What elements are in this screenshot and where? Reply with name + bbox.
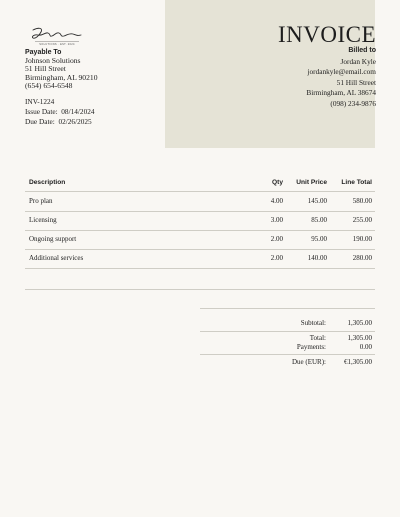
payments-value: 0.00: [359, 343, 372, 351]
payable-company: Johnson Solutions: [25, 56, 81, 66]
invoice-number: INV-1224: [25, 97, 55, 106]
header-qty: Qty: [272, 179, 283, 186]
table-row: [25, 211, 375, 230]
due-date-label: Due Date:: [25, 117, 55, 126]
billed-to-street: 51 Hill Street: [336, 77, 376, 87]
issue-date-line: [25, 107, 95, 117]
payable-phone: (654) 654-6548: [25, 80, 73, 90]
table-divider: [25, 268, 375, 269]
row-line-total: 580.00: [352, 197, 372, 205]
row-unit-price: 85.00: [311, 216, 327, 224]
billed-to-phone: (098) 234-9876: [330, 98, 376, 108]
summary-divider: [200, 331, 375, 332]
row-description: Ongoing support: [29, 235, 77, 243]
row-line-total: 280.00: [352, 254, 372, 262]
table-row: [25, 192, 375, 211]
payable-street: 51 Hill Street: [25, 64, 66, 74]
row-description: Licensing: [29, 216, 57, 224]
billed-to-block: [306, 46, 376, 110]
billed-to-email: jordankyle@email.com: [307, 67, 376, 77]
header-description: Description: [29, 179, 66, 186]
payable-city: Birmingham, AL 90210: [25, 72, 98, 82]
table-header: [25, 176, 375, 190]
row-unit-price: 145.00: [307, 197, 327, 205]
row-unit-price: 140.00: [307, 254, 327, 262]
payments-label: Payments:: [296, 343, 326, 351]
header-unit-price: Unit Price: [296, 179, 327, 186]
subtotal-value: 1,305.00: [347, 319, 372, 327]
billed-to-name: Jordan Kyle: [340, 56, 376, 66]
table-row: [25, 230, 375, 249]
row-qty: 4.00: [270, 197, 283, 205]
amount-due-label: Due (EUR):: [291, 358, 326, 366]
total-value: 1,305.00: [347, 334, 372, 342]
payments-row: [200, 342, 375, 352]
due-date-line: [25, 117, 95, 127]
row-qty: 2.00: [270, 235, 283, 243]
logo-tagline: SOLUTIONS · EST. 2024: [39, 42, 75, 46]
subtotal-row: [200, 318, 375, 328]
payable-to-block: [25, 49, 98, 90]
total-label: Total:: [309, 334, 326, 342]
invoice-title: INVOICE: [277, 22, 376, 47]
row-qty: 3.00: [270, 216, 283, 224]
issue-date-value: 08/14/2024: [61, 107, 95, 116]
table-divider: [25, 289, 375, 290]
row-qty: 2.00: [270, 254, 283, 262]
row-line-total: 190.00: [352, 235, 372, 243]
company-logo: [29, 26, 85, 46]
payable-to-label: Payable To: [25, 49, 62, 56]
signature-logo-icon: [29, 26, 85, 46]
billed-to-label: Billed to: [348, 47, 376, 54]
row-description: Additional services: [29, 254, 84, 262]
summary-divider: [200, 308, 375, 309]
issue-date-label: Issue Date:: [25, 107, 58, 116]
summary-divider: [200, 354, 375, 355]
amount-due-row: [200, 357, 375, 367]
row-line-total: 255.00: [352, 216, 372, 224]
row-unit-price: 95.00: [311, 235, 327, 243]
table-row: [25, 249, 375, 268]
header-line-total: Line Total: [341, 179, 372, 186]
amount-due-value: €1,305.00: [344, 358, 372, 366]
due-date-value: 02/26/2025: [58, 117, 92, 126]
billed-to-city: Birmingham, AL 38674: [306, 88, 376, 98]
invoice-meta: [25, 97, 95, 127]
subtotal-label: Subtotal:: [300, 319, 326, 327]
row-description: Pro plan: [29, 197, 53, 205]
